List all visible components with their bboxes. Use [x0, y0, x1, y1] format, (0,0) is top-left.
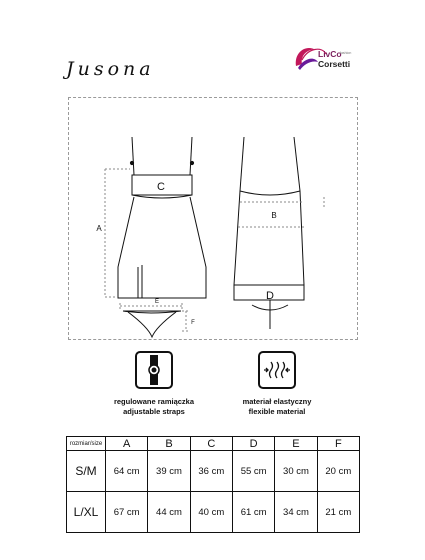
- garment-diagram: [68, 97, 358, 340]
- table-cell: 36 cm: [190, 451, 232, 492]
- feature-straps-en: adjustable straps: [123, 407, 185, 416]
- label-c: C: [157, 181, 165, 193]
- table-cell: 20 cm: [317, 451, 359, 492]
- table-cell: 64 cm: [106, 451, 148, 492]
- size-table: [66, 436, 360, 533]
- col-header-a: A: [106, 437, 148, 451]
- table-cell: 30 cm: [275, 451, 317, 492]
- row-size: S/M: [67, 451, 106, 492]
- feature-material-pl: materiał elastyczny: [242, 397, 312, 406]
- label-e: E: [154, 299, 160, 305]
- label-d: D: [266, 290, 274, 302]
- logo-small-text: fashion: [340, 51, 352, 55]
- feature-straps-pl: regulowane ramiączka: [113, 397, 195, 406]
- label-a: A: [96, 224, 102, 233]
- table-cell: 44 cm: [148, 492, 190, 533]
- flexible-material-icon: [258, 351, 296, 389]
- table-row: [67, 492, 360, 533]
- table-cell: 39 cm: [148, 451, 190, 492]
- measure-lines-back: [238, 197, 324, 227]
- thong: [123, 311, 181, 337]
- front-garment: [118, 137, 206, 298]
- logo-line2: Corsetti: [318, 59, 351, 69]
- feature-material-en: flexible material: [248, 407, 306, 416]
- product-name: Jusona: [66, 58, 155, 80]
- col-header-b: B: [148, 437, 190, 451]
- col-header-c: C: [190, 437, 232, 451]
- col-header-e: E: [275, 437, 317, 451]
- label-b: B: [271, 211, 277, 220]
- table-row: [67, 451, 360, 492]
- table-cell: 67 cm: [106, 492, 148, 533]
- table-cell: 55 cm: [232, 451, 274, 492]
- measure-lines-front: [105, 169, 189, 331]
- adjustable-strap-icon: [135, 351, 173, 389]
- col-header-d: D: [232, 437, 274, 451]
- logo-line1: LivCo: [318, 49, 342, 59]
- table-cell: 40 cm: [190, 492, 232, 533]
- size-corner-label: rozmiar/size: [67, 437, 106, 451]
- feature-straps: [94, 397, 214, 417]
- feature-material: [217, 397, 337, 417]
- row-size: L/XL: [67, 492, 106, 533]
- table-cell: 34 cm: [275, 492, 317, 533]
- col-header-f: F: [317, 437, 359, 451]
- table-cell: 21 cm: [317, 492, 359, 533]
- size-table-header: [67, 437, 360, 451]
- label-f: F: [191, 320, 195, 326]
- table-cell: 61 cm: [232, 492, 274, 533]
